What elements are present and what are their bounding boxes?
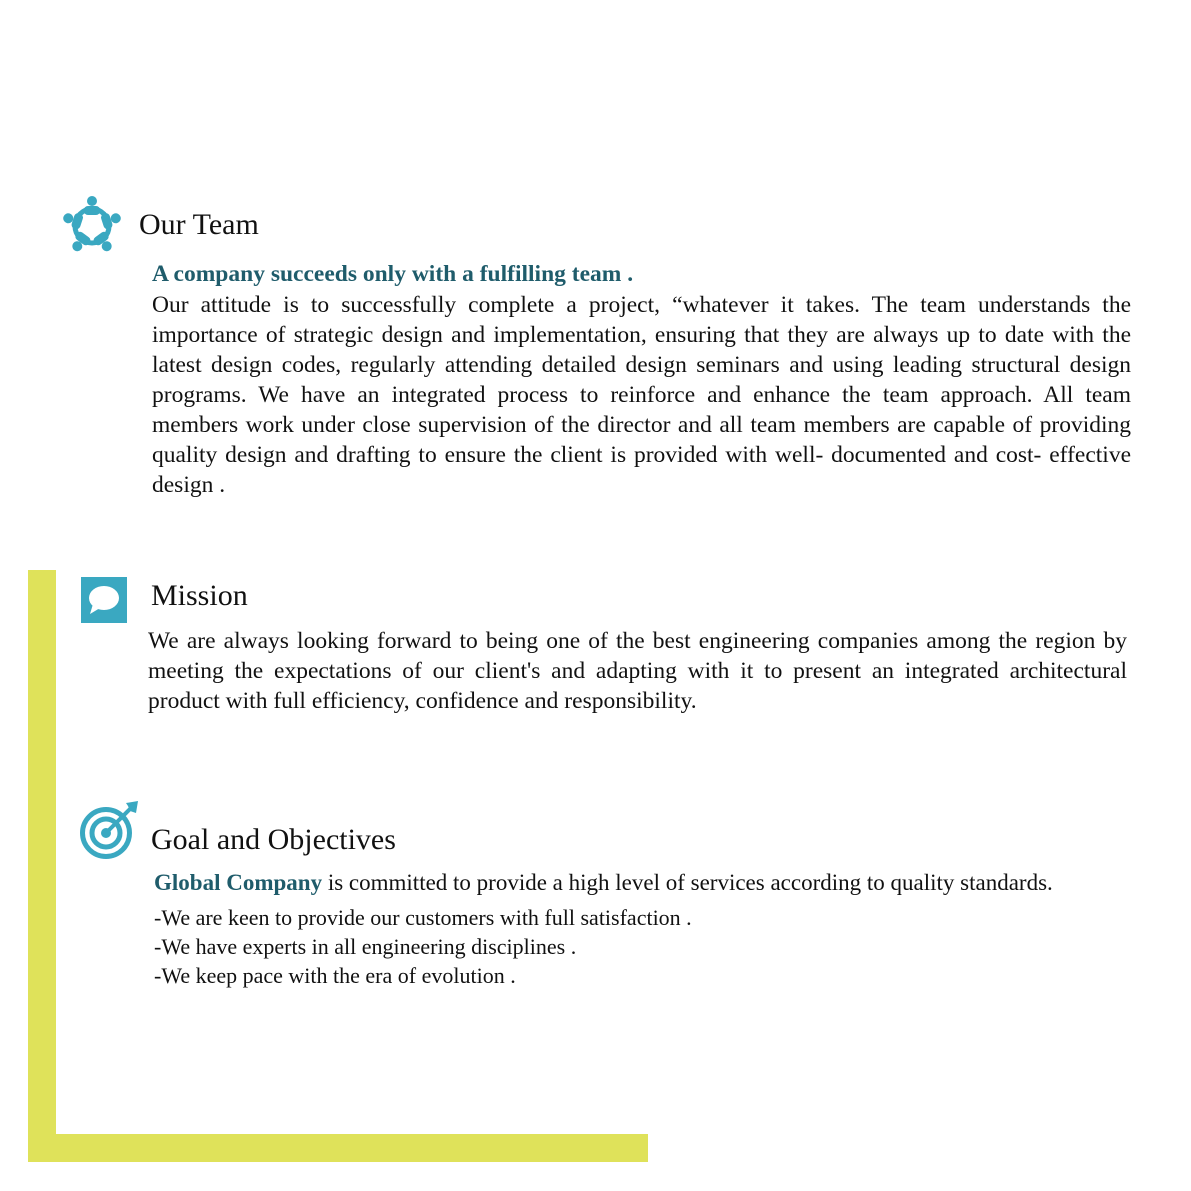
company-name: Global Company (154, 870, 323, 895)
team-body: Our attitude is to successfully complete a project, “whatever it takes. The team understands the importance of strategic design and implementation, ensuring that they are always up to date with the latest design codes, regularly attending detailed design seminars and using leading structural design programs. We have an integrated process to reinforce and enhance the team approach. All team members work under close supervision of the director and all team members are capable of providing quality design and drafting to ensure the client is provided with well- documented and cost- effective design . (152, 292, 1131, 498)
goals-heading: Goal and Objectives (151, 823, 396, 856)
goals-intro-text: is committed to provide a high level of services according to quality standards. (322, 870, 1053, 895)
goal-item: -We keep pace with the era of evolution . (154, 963, 516, 988)
target-icon (80, 800, 140, 860)
team-tagline: A company succeeds only with a fulfilling team . (152, 261, 634, 287)
goals-intro (154, 868, 1053, 898)
mission-heading: Mission (151, 579, 248, 612)
goal-item: -We have experts in all engineering disciplines . (154, 934, 577, 959)
goal-item: -We are keen to provide our customers with full satisfaction . (154, 905, 692, 930)
accent-bar-vertical (28, 570, 56, 1162)
speech-bubble-icon (81, 577, 127, 623)
mission-body: We are always looking forward to being one of the best engineering companies among the region by meeting the expectations of our client's and adapting with it to present an integrated architectural product with full efficiency, confidence and responsibility. (148, 628, 1127, 714)
accent-bar-horizontal (28, 1134, 648, 1162)
team-heading: Our Team (139, 208, 259, 241)
team-icon (62, 196, 122, 256)
goals-list (154, 903, 692, 990)
